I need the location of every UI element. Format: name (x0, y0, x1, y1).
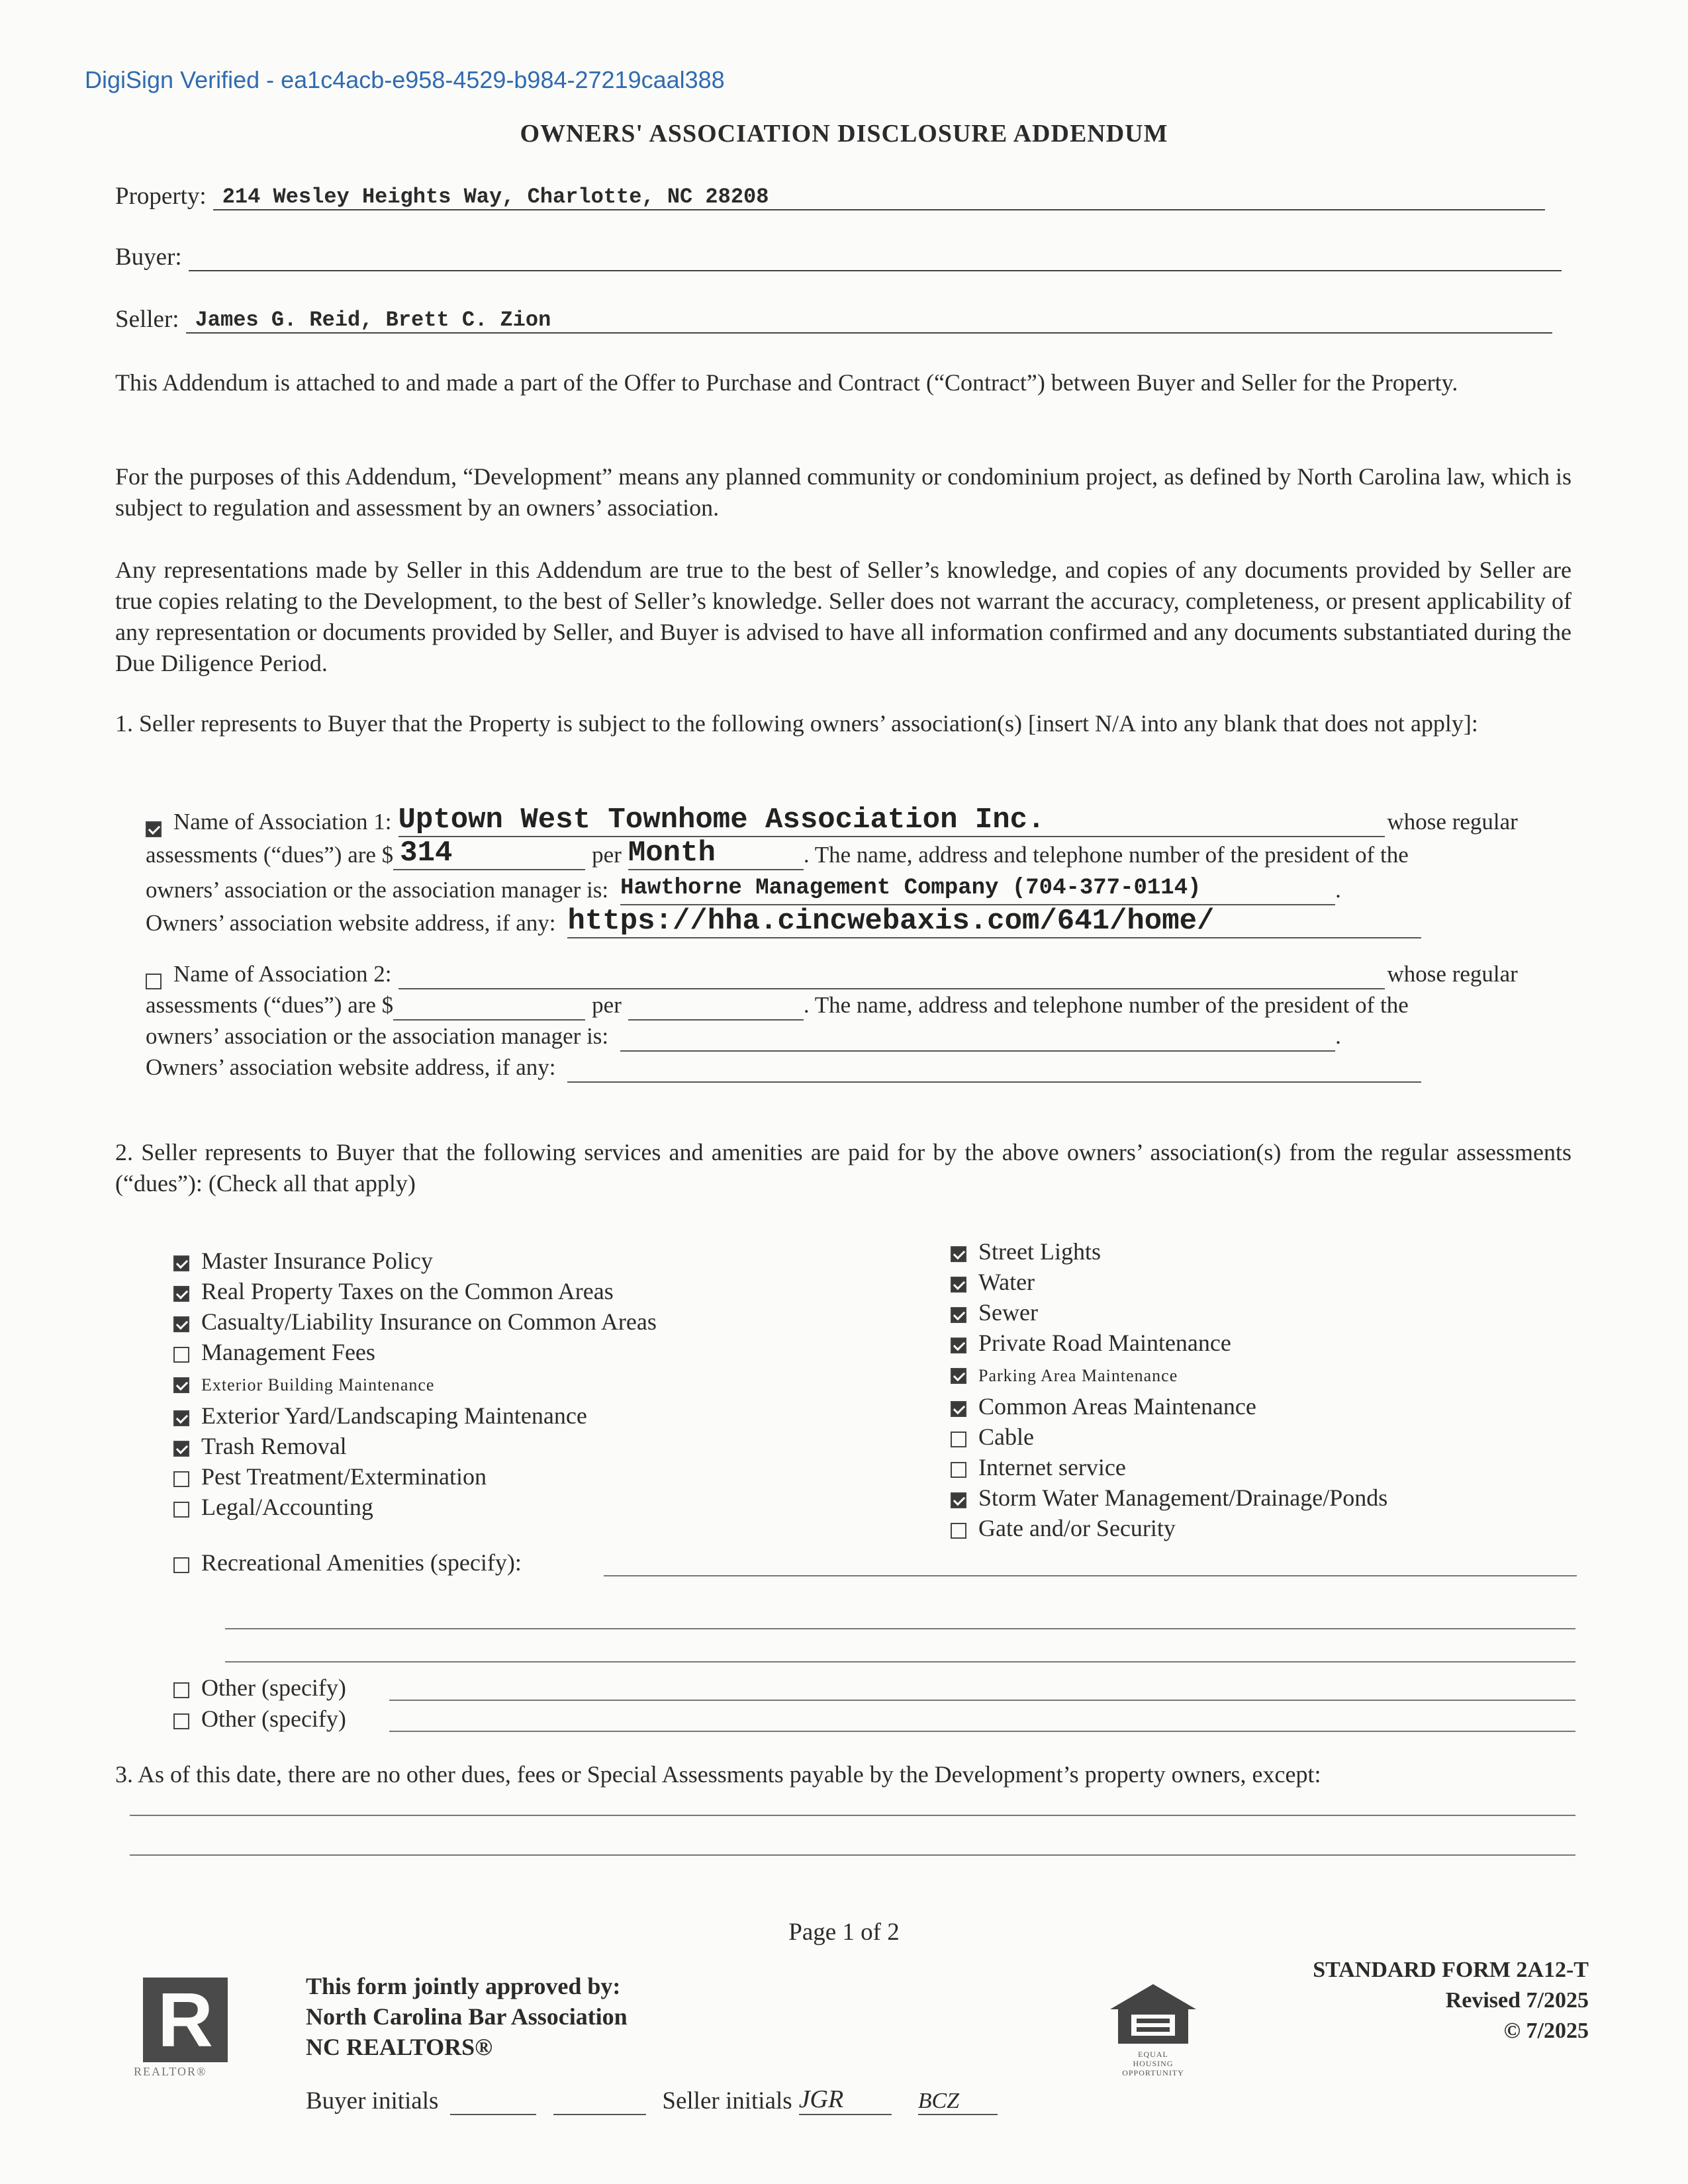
association-2-checkbox[interactable] (146, 974, 162, 989)
left-amenity-row (173, 1367, 657, 1400)
recreational-line-2[interactable] (225, 1628, 1575, 1629)
association-1-amount-value: 314 (400, 837, 453, 870)
section-1-text: 1. Seller represents to Buyer that the Property is subject to the following owners’ association(s) [insert N/A into any blank that does not apply]: (115, 710, 1478, 737)
right-amenity-label: Street Lights (978, 1238, 1101, 1265)
equal-housing-icon (1103, 1980, 1203, 2046)
left-amenity-checkbox[interactable] (173, 1316, 189, 1332)
left-amenity-row (173, 1400, 657, 1431)
association-2-block (146, 958, 1575, 1083)
association-2-manager-field[interactable] (620, 1024, 1335, 1052)
right-amenity-row (951, 1513, 1387, 1543)
approval-realtors: NC REALTORS® (306, 2034, 492, 2060)
right-amenity-label: Cable (978, 1424, 1034, 1450)
left-amenity-label: Management Fees (201, 1339, 375, 1365)
right-amenity-checkbox[interactable] (951, 1277, 966, 1293)
right-amenity-row (951, 1452, 1387, 1482)
association-2-manager-label: owners’ association or the association manager is: (146, 1023, 609, 1049)
seller-initials-field-2[interactable] (918, 2089, 998, 2115)
section-3-line-2[interactable] (130, 1854, 1575, 1856)
equal-housing-text: EQUAL HOUSING OPPORTUNITY (1122, 2050, 1184, 2077)
amenities-left-list (173, 1246, 657, 1522)
initials-row (306, 2085, 998, 2115)
left-amenity-checkbox[interactable] (173, 1410, 189, 1426)
other-1-line[interactable] (389, 1700, 1575, 1701)
left-amenity-row (173, 1246, 657, 1276)
association-1-website-value: https://hha.cincwebaxis.com/641/home/ (567, 905, 1215, 938)
section-3-line-1[interactable] (130, 1815, 1575, 1816)
left-amenity-label: Trash Removal (201, 1433, 347, 1459)
buyer-label: Buyer: (115, 244, 182, 271)
document-title: OWNERS' ASSOCIATION DISCLOSURE ADDENDUM (520, 120, 1168, 148)
association-1-website-label: Owners’ association website address, if any: (146, 910, 556, 936)
association-1-amount-field[interactable] (393, 837, 585, 870)
other-row-2 (173, 1704, 346, 1734)
realtor-logo (134, 1978, 240, 2079)
right-amenity-checkbox[interactable] (951, 1462, 966, 1478)
association-1-president-text: . The name, address and telephone number of the president of the (803, 842, 1409, 868)
right-amenity-label: Internet service (978, 1454, 1126, 1480)
other-1-label: Other (specify) (201, 1674, 346, 1701)
property-field[interactable] (213, 180, 1545, 210)
association-1-website-field[interactable] (567, 905, 1421, 938)
association-1-name-field[interactable] (399, 804, 1385, 837)
right-amenity-checkbox[interactable] (951, 1338, 966, 1353)
left-amenity-row (173, 1461, 657, 1492)
seller-row (115, 303, 1552, 334)
left-amenity-row (173, 1276, 657, 1306)
paragraph-attached: This Addendum is attached to and made a part of the Offer to Purchase and Contract (“Contract”) between Buyer and Seller for the Property. (115, 369, 1458, 396)
other-row-1 (173, 1672, 346, 1703)
right-amenity-label: Private Road Maintenance (978, 1330, 1231, 1356)
other-2-checkbox[interactable] (173, 1713, 189, 1729)
right-amenity-checkbox[interactable] (951, 1432, 966, 1447)
right-amenity-row (951, 1358, 1387, 1391)
recreational-line-1[interactable] (604, 1575, 1577, 1576)
seller-initials-value-1: JGR (798, 2085, 844, 2113)
amenities-right-list (951, 1236, 1387, 1543)
form-revised: Revised 7/2025 (1445, 1988, 1589, 2013)
paragraph-development: For the purposes of this Addendum, “Development” means any planned community or condominium project, as defined by North Carolina law, which is subject to regulation and assessment by an owners’ association. (115, 463, 1571, 521)
other-1-checkbox[interactable] (173, 1682, 189, 1698)
buyer-initials-field-2[interactable] (553, 2089, 646, 2115)
right-amenity-row (951, 1267, 1387, 1297)
form-copyright: © 7/2025 (1503, 2019, 1589, 2043)
left-amenity-checkbox[interactable] (173, 1286, 189, 1302)
seller-value: James G. Reid, Brett C. Zion (195, 308, 551, 332)
form-number: STANDARD FORM 2A12-T (1313, 1958, 1589, 1982)
left-amenity-label: Master Insurance Policy (201, 1248, 433, 1274)
seller-initials-label: Seller initials (662, 2087, 792, 2115)
equal-housing-logo (1100, 1980, 1206, 2077)
left-amenity-row (173, 1337, 657, 1367)
section-3-text: 3. As of this date, there are no other dues, fees or Special Assessments payable by the Development’s property owners, except: (115, 1761, 1321, 1788)
association-1-assess-label: assessments (“dues”) are $ (146, 842, 394, 868)
association-2-per-label: per (592, 992, 622, 1018)
section-2-text: 2. Seller represents to Buyer that the following services and amenities are paid for by the above owners’ association(s) from the regular assessments (“dues”): (Check all that apply) (115, 1139, 1571, 1197)
other-2-label: Other (specify) (201, 1706, 346, 1732)
association-1-checkbox[interactable] (146, 821, 162, 837)
right-amenity-row (951, 1236, 1387, 1267)
left-amenity-label: Real Property Taxes on the Common Areas (201, 1278, 614, 1304)
right-amenity-label: Storm Water Management/Drainage/Ponds (978, 1484, 1388, 1511)
left-amenity-checkbox[interactable] (173, 1377, 189, 1393)
seller-label: Seller: (115, 306, 179, 333)
right-amenity-row (951, 1328, 1387, 1358)
association-1-manager-value: Hawthorne Management Company (704-377-0114) (620, 876, 1201, 901)
left-amenity-checkbox[interactable] (173, 1347, 189, 1363)
association-1-period-field[interactable] (628, 837, 804, 870)
left-amenity-row (173, 1306, 657, 1337)
right-amenity-label: Parking Area Maintenance (978, 1366, 1178, 1385)
realtor-logo-text: REALTOR® (134, 2065, 207, 2078)
left-amenity-row (173, 1431, 657, 1461)
approval-heading: This form jointly approved by: (306, 1973, 621, 1999)
approval-block (306, 1971, 628, 2062)
paragraph-representations: Any representations made by Seller in this Addendum are true to the best of Seller’s knowledge, and copies of any documents provided by Seller are true copies relating to the Development, to the best of Seller’s knowledge. Seller does not warrant the accuracy, completeness, or present applicability of any representation or documents provided by Seller, and Buyer is advised to have all information confirmed and any documents substantiated during the Due Diligence Period. (115, 557, 1571, 676)
left-amenity-label: Casualty/Liability Insurance on Common Areas (201, 1308, 657, 1335)
right-amenity-label: Common Areas Maintenance (978, 1393, 1256, 1420)
right-amenity-checkbox[interactable] (951, 1368, 966, 1384)
buyer-initials-label: Buyer initials (306, 2087, 439, 2115)
digisign-stamp: DigiSign Verified - ea1c4acb-e958-4529-b984-27219caal388 (85, 66, 725, 93)
association-1-period-value: Month (628, 837, 716, 870)
association-1-block (146, 804, 1575, 938)
left-amenity-checkbox[interactable] (173, 1255, 189, 1271)
page-number: Page 1 of 2 (788, 1919, 900, 1946)
buyer-row (115, 241, 1562, 271)
buyer-initials-field-1[interactable] (450, 2089, 536, 2115)
left-amenity-label: Pest Treatment/Extermination (201, 1463, 487, 1490)
realtor-r-icon: R (143, 1978, 228, 2062)
association-1-whose: whose regular (1387, 809, 1518, 835)
right-amenity-checkbox[interactable] (951, 1307, 966, 1323)
association-2-name-field[interactable] (399, 962, 1385, 989)
right-amenity-row (951, 1482, 1387, 1513)
recreational-label: Recreational Amenities (specify): (201, 1549, 522, 1576)
property-value: 214 Wesley Heights Way, Charlotte, NC 28208 (222, 185, 769, 209)
seller-initials-value-2: BCZ (917, 2089, 960, 2113)
association-2-amount-field[interactable] (393, 993, 585, 1021)
association-2-president-text: . The name, address and telephone number of the president of the (803, 992, 1409, 1018)
left-amenity-label: Exterior Yard/Landscaping Maintenance (201, 1402, 587, 1429)
association-1-name-label: Name of Association 1: (173, 809, 392, 835)
association-2-website-label: Owners’ association website address, if any: (146, 1054, 556, 1080)
association-2-whose: whose regular (1387, 961, 1518, 987)
association-1-manager-label: owners’ association or the association manager is: (146, 877, 609, 903)
seller-field[interactable] (186, 303, 1552, 334)
recreational-checkbox[interactable] (173, 1557, 189, 1573)
property-row (115, 180, 1545, 210)
recreational-line-3[interactable] (225, 1661, 1575, 1662)
association-2-manager-period: . (1335, 1023, 1341, 1049)
association-1-manager-period: . (1335, 877, 1341, 903)
association-2-assess-label: assessments (“dues”) are $ (146, 992, 394, 1018)
right-amenity-label: Water (978, 1269, 1035, 1295)
right-amenity-checkbox[interactable] (951, 1523, 966, 1539)
association-2-website-field[interactable] (567, 1055, 1421, 1083)
association-2-name-label: Name of Association 2: (173, 961, 392, 987)
right-amenity-checkbox[interactable] (951, 1492, 966, 1508)
right-amenity-row (951, 1297, 1387, 1328)
right-amenity-label: Gate and/or Security (978, 1515, 1176, 1541)
right-amenity-checkbox[interactable] (951, 1401, 966, 1417)
association-2-period-field[interactable] (628, 993, 804, 1021)
other-2-line[interactable] (389, 1731, 1575, 1732)
form-id-block (1192, 1955, 1589, 2046)
association-1-per-label: per (592, 842, 622, 868)
left-amenity-checkbox[interactable] (173, 1471, 189, 1487)
left-amenity-row (173, 1492, 657, 1522)
left-amenity-label: Exterior Building Maintenance (201, 1375, 435, 1394)
association-1-name-value: Uptown West Townhome Association Inc. (398, 803, 1045, 837)
right-amenity-row (951, 1391, 1387, 1422)
right-amenity-checkbox[interactable] (951, 1246, 966, 1262)
left-amenity-checkbox[interactable] (173, 1502, 189, 1518)
buyer-field[interactable] (189, 241, 1562, 271)
association-1-manager-field[interactable] (620, 870, 1335, 905)
left-amenity-label: Legal/Accounting (201, 1494, 373, 1520)
recreational-row (173, 1547, 522, 1578)
property-label: Property: (115, 183, 207, 210)
approval-bar: North Carolina Bar Association (306, 2003, 628, 2030)
seller-initials-field-1[interactable] (799, 2085, 892, 2115)
right-amenity-label: Sewer (978, 1299, 1038, 1326)
right-amenity-row (951, 1422, 1387, 1452)
left-amenity-checkbox[interactable] (173, 1441, 189, 1457)
